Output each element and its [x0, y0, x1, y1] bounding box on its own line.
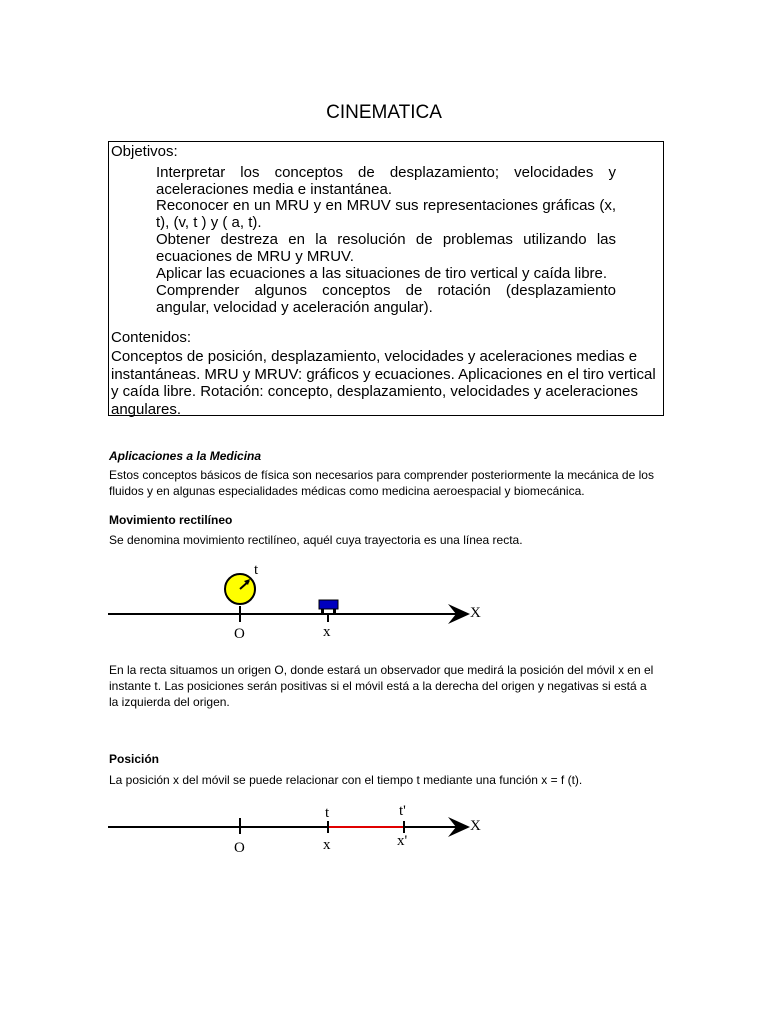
- t2-tick: [403, 821, 405, 833]
- objetivos-label: Objetivos:: [111, 143, 178, 160]
- displacement-segment: [328, 826, 404, 828]
- origin-tick: [239, 818, 241, 834]
- rectilineo-text: Se denomina movimiento rectilíneo, aquél cuya trayectoria es una línea recta.: [109, 533, 523, 547]
- contenidos-text: Conceptos de posición, desplazamiento, velocidades y aceleraciones medias e instantáneas. MRU y MRUV: gráficos y ecuaciones. Aplicaciones en el tiro vertical y caída libre. Rotación: concepto, desplazamiento, velocidades y aceleraciones angulares.: [111, 348, 656, 418]
- t-label: t: [325, 805, 330, 821]
- rectilineo-text2: En la recta situamos un origen O, donde estará un observador que medirá la posición del móvil x en el instante t. Las posiciones serán positivas si el móvil está a la derecha del origen y negativas si está a la izquierda del origen.: [109, 663, 654, 709]
- objective-item: Interpretar los conceptos de desplazamiento; velocidades y aceleraciones media e instantánea.: [156, 164, 616, 198]
- objectives-box: [108, 141, 664, 416]
- objective-item: Reconocer en un MRU y en MRUV sus representaciones gráficas (x, t), (v, t ) y ( a, t).: [156, 197, 616, 231]
- posicion-heading: Posición: [109, 752, 160, 766]
- posicion-text: La posición x del móvil se puede relacionar con el tiempo t mediante una función x = f (t).: [109, 773, 583, 787]
- clock-label: t: [254, 562, 259, 578]
- objective-item: Aplicar las ecuaciones a las situaciones de tiro vertical y caída libre.: [156, 265, 608, 282]
- axis-label: X: [470, 605, 481, 621]
- contenidos-label: Contenidos:: [111, 329, 192, 346]
- cart-icon: [318, 599, 340, 615]
- origin-label: O: [234, 626, 245, 642]
- medicina-heading: Aplicaciones a la Medicina: [109, 449, 262, 463]
- x-label: x: [323, 837, 331, 853]
- page-title: CINEMATICA: [326, 102, 442, 123]
- clock-icon: [223, 572, 257, 606]
- x-axis-line: [108, 826, 328, 828]
- axis-arrow-icon: [448, 603, 472, 625]
- axis-arrow-icon: [448, 816, 472, 838]
- objective-item: Obtener destreza en la resolución de problemas utilizando las ecuaciones de MRU y MRUV.: [156, 231, 616, 265]
- x-axis-line: [108, 613, 460, 615]
- position-tick: [327, 613, 329, 622]
- objective-item: Comprender algunos conceptos de rotación (desplazamiento angular, velocidad y aceleración angular).: [156, 282, 616, 316]
- origin-label: O: [234, 840, 245, 856]
- medicina-text: Estos conceptos básicos de física son necesarios para comprender posteriormente la mecánica de los fluidos y en algunas especialidades médicas como medicina aeroespacial y biomecánica.: [109, 468, 654, 498]
- t-tick: [327, 821, 329, 833]
- origin-tick: [239, 606, 241, 622]
- position-label: x: [323, 624, 331, 640]
- rectilineo-heading: Movimiento rectilíneo: [109, 513, 233, 527]
- t2-label: t': [399, 803, 406, 819]
- axis-label: X: [470, 818, 481, 834]
- x2-label: x': [397, 833, 408, 849]
